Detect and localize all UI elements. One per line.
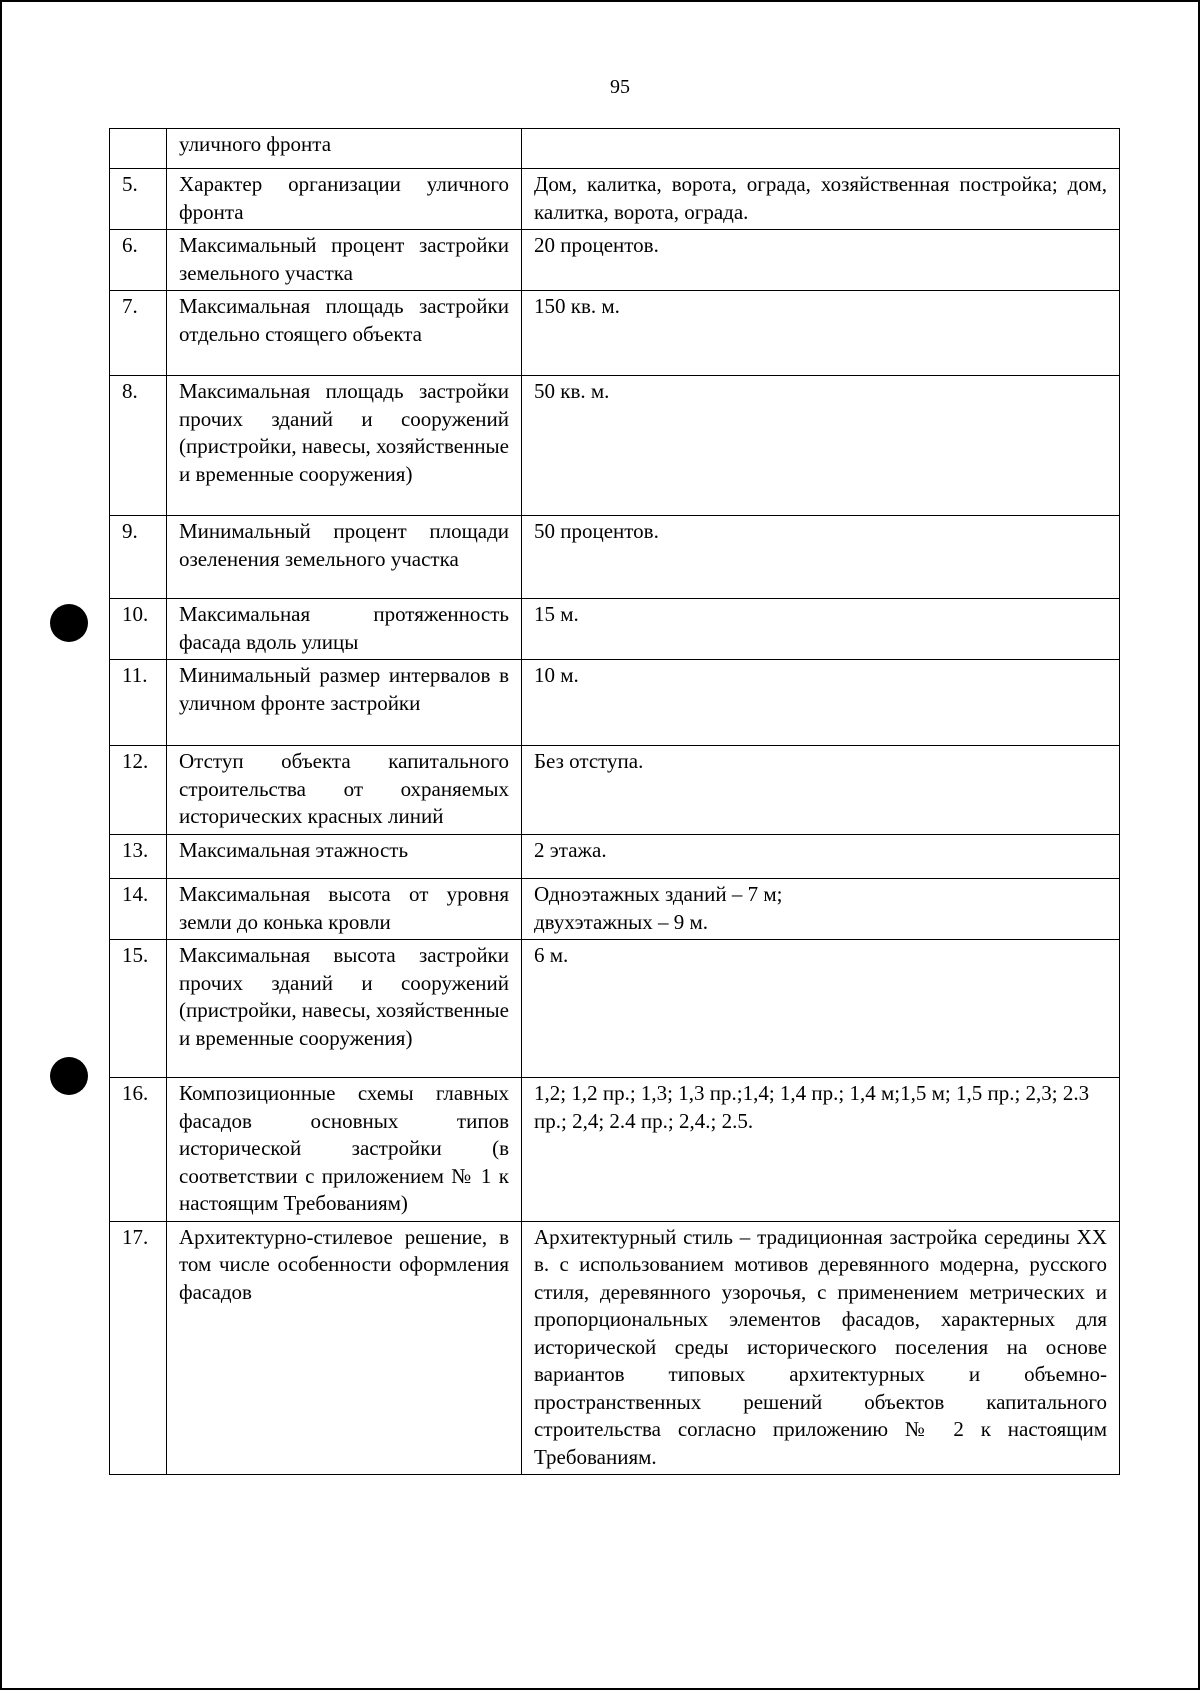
table-row [110, 599, 1120, 660]
table-row [110, 516, 1120, 599]
row-number: 6. [110, 230, 167, 291]
requirements-table [109, 128, 1120, 1475]
parameter-value: 6 м. [522, 940, 1120, 1078]
parameter-name: Минимальный размер интервалов в уличном фронте застройки [167, 660, 522, 746]
row-number: 5. [110, 169, 167, 230]
parameter-name: Отступ объекта капитального строительства от охраняемых исторических красных линий [167, 746, 522, 835]
table-row [110, 376, 1120, 516]
table-row [110, 879, 1120, 940]
table-row [110, 1078, 1120, 1222]
table-row [110, 230, 1120, 291]
row-number: 16. [110, 1078, 167, 1222]
parameter-name: уличного фронта [167, 129, 522, 169]
table-row [110, 291, 1120, 376]
row-number: 11. [110, 660, 167, 746]
parameter-value [522, 129, 1120, 169]
table-row [110, 746, 1120, 835]
parameter-name: Максимальная площадь застройки отдельно стоящего объекта [167, 291, 522, 376]
parameter-name: Минимальный процент площади озеленения земельного участка [167, 516, 522, 599]
page-number: 95 [610, 76, 630, 98]
table-row [110, 169, 1120, 230]
row-number [110, 129, 167, 169]
table-row [110, 129, 1120, 169]
table-row [110, 1221, 1120, 1475]
parameter-value: Архитектурный стиль – традиционная застройка середины XX в. с использованием мотивов деревянного модерна, русского стиля, деревянного узорочья, с применением метрических и пропорциональных элементов фасадов, характерных для исторической среды исторического поселения на основе вариантов типовых архитектурных и объемно-пространственных решений объектов капитального строительства согласно приложению № 2 к настоящим Требованиям. [522, 1221, 1120, 1475]
punch-hole-mark [50, 1057, 88, 1095]
table-row [110, 835, 1120, 879]
parameter-name: Композиционные схемы главных фасадов основных типов исторической застройки (в соответствии с приложением № 1 к настоящим Требованиям) [167, 1078, 522, 1222]
punch-hole-mark [50, 604, 88, 642]
row-number: 13. [110, 835, 167, 879]
parameter-value: Дом, калитка, ворота, ограда, хозяйственная постройка; дом, калитка, ворота, ограда. [522, 169, 1120, 230]
parameter-name: Максимальная площадь застройки прочих зданий и сооружений (пристройки, навесы, хозяйственные и временные сооружения) [167, 376, 522, 516]
table-row [110, 940, 1120, 1078]
row-number: 10. [110, 599, 167, 660]
row-number: 12. [110, 746, 167, 835]
parameter-value: 20 процентов. [522, 230, 1120, 291]
parameter-name: Максимальная этажность [167, 835, 522, 879]
parameter-value: Без отступа. [522, 746, 1120, 835]
parameter-name: Характер организации уличного фронта [167, 169, 522, 230]
parameter-value: 50 кв. м. [522, 376, 1120, 516]
parameter-value: 2 этажа. [522, 835, 1120, 879]
row-number: 9. [110, 516, 167, 599]
parameter-value: 15 м. [522, 599, 1120, 660]
row-number: 7. [110, 291, 167, 376]
parameter-value: 50 процентов. [522, 516, 1120, 599]
parameter-value: 1,2; 1,2 пр.; 1,3; 1,3 пр.;1,4; 1,4 пр.; 1,4 м;1,5 м; 1,5 пр.; 2,3; 2.3 пр.; 2,4; 2.4 пр.; 2,4.; 2.5. [522, 1078, 1120, 1222]
parameter-name: Максимальная протяженность фасада вдоль улицы [167, 599, 522, 660]
parameter-value: Одноэтажных зданий – 7 м; двухэтажных – 9 м. [522, 879, 1120, 940]
row-number: 15. [110, 940, 167, 1078]
parameter-value: 150 кв. м. [522, 291, 1120, 376]
parameter-value: 10 м. [522, 660, 1120, 746]
parameter-name: Максимальная высота от уровня земли до конька кровли [167, 879, 522, 940]
parameter-name: Максимальная высота застройки прочих зданий и сооружений (пристройки, навесы, хозяйственные и временные сооружения) [167, 940, 522, 1078]
row-number: 14. [110, 879, 167, 940]
parameter-name: Архитектурно-стилевое решение, в том числе особенности оформления фасадов [167, 1221, 522, 1475]
table-row [110, 660, 1120, 746]
parameter-name: Максимальный процент застройки земельного участка [167, 230, 522, 291]
row-number: 17. [110, 1221, 167, 1475]
row-number: 8. [110, 376, 167, 516]
